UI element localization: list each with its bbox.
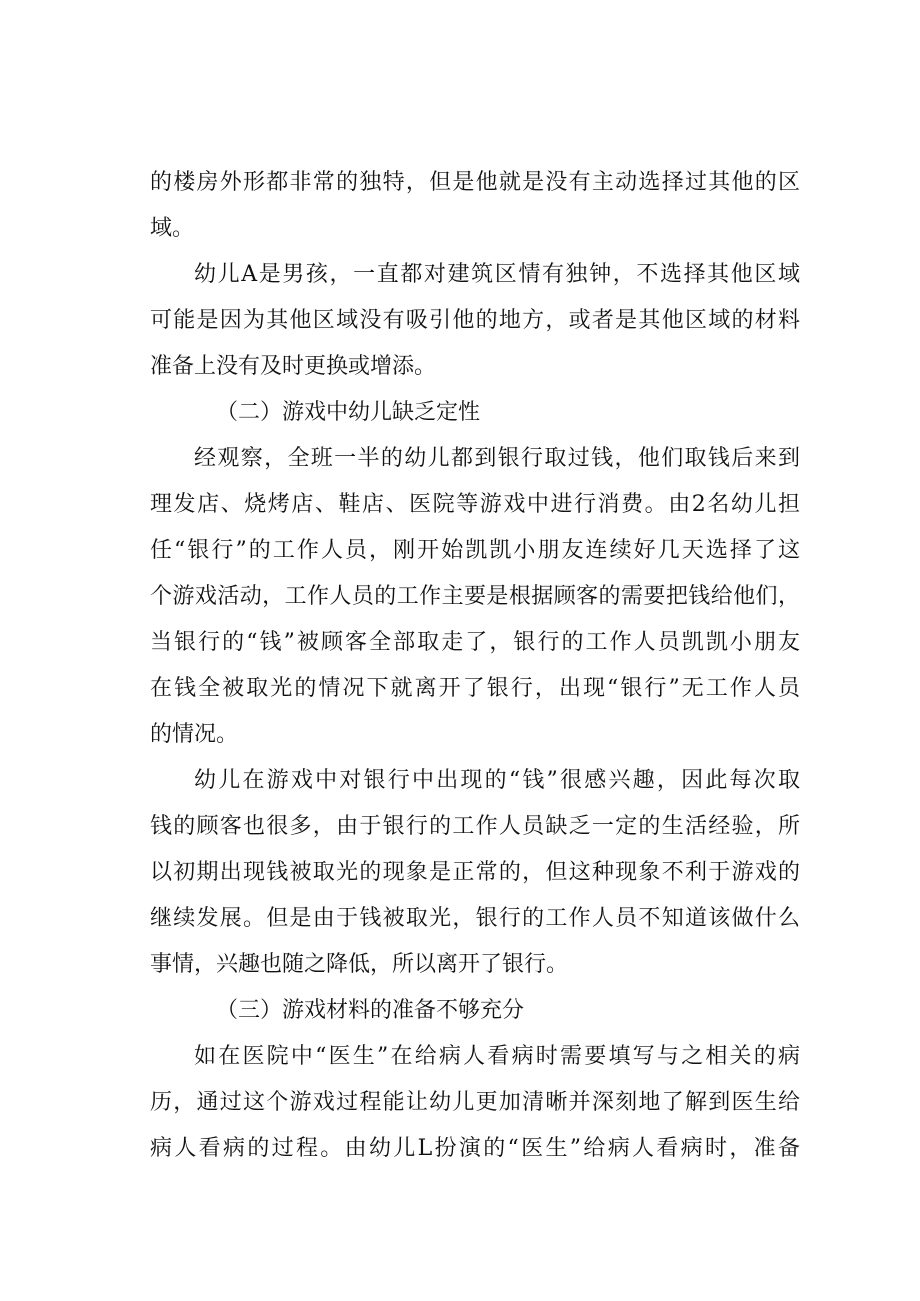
paragraph-line: 以初期出现钱被取光的现象是正常的，但这种现象不利于游戏的 <box>150 860 800 885</box>
paragraph-line: 钱的顾客也很多，由于银行的工作人员缺乏一定的生活经验，所 <box>150 814 800 839</box>
paragraph-line: 可能是因为其他区域没有吸引他的地方，或者是其他区域的材料 <box>150 308 800 333</box>
paragraph-line: 继续发展。但是由于钱被取光，银行的工作人员不知道该做什么 <box>150 906 800 931</box>
paragraph-line: 任“银行”的工作人员，刚开始凯凯小朋友连续好几天选择了这 <box>150 538 800 563</box>
paragraph-line: 如在医院中“医生”在给病人看病时需要填写与之相关的病 <box>194 1044 800 1069</box>
paragraph-line: 准备上没有及时更换或增添。 <box>150 354 437 379</box>
paragraph-line: 个游戏活动，工作人员的工作主要是根据顾客的需要把钱给他们， <box>150 584 800 609</box>
paragraph-line: 经观察，全班一半的幼儿都到银行取过钱，他们取钱后来到 <box>194 446 800 471</box>
paragraph-line: 的情况。 <box>150 722 239 747</box>
paragraph-line: 当银行的“钱”被顾客全部取走了，银行的工作人员凯凯小朋友 <box>150 630 800 655</box>
paragraph-line: 理发店、烧烤店、鞋店、医院等游戏中进行消费。由2名幼儿担 <box>150 492 800 517</box>
paragraph-line: 幼儿A是男孩，一直都对建筑区情有独钟，不选择其他区域 <box>194 262 800 287</box>
paragraph-line: 在钱全被取光的情况下就离开了银行，出现“银行”无工作人员 <box>150 676 800 701</box>
paragraph-line: 事情，兴趣也随之降低，所以离开了银行。 <box>150 952 569 977</box>
section-heading: （三）游戏材料的准备不够充分 <box>216 998 525 1023</box>
section-heading: （二）游戏中幼儿缺乏定性 <box>216 400 481 425</box>
document-body <box>150 160 800 1172</box>
paragraph-line: 幼儿在游戏中对银行中出现的“钱”很感兴趣，因此每次取 <box>194 768 800 793</box>
paragraph-line: 域。 <box>150 216 195 241</box>
paragraph-line: 的楼房外形都非常的独特，但是他就是没有主动选择过其他的区 <box>150 170 800 195</box>
paragraph-line: 历，通过这个游戏过程能让幼儿更加清晰并深刻地了解到医生给 <box>150 1090 800 1115</box>
paragraph-line: 病人看病的过程。由幼儿L扮演的“医生”给病人看病时，准备 <box>150 1136 800 1161</box>
